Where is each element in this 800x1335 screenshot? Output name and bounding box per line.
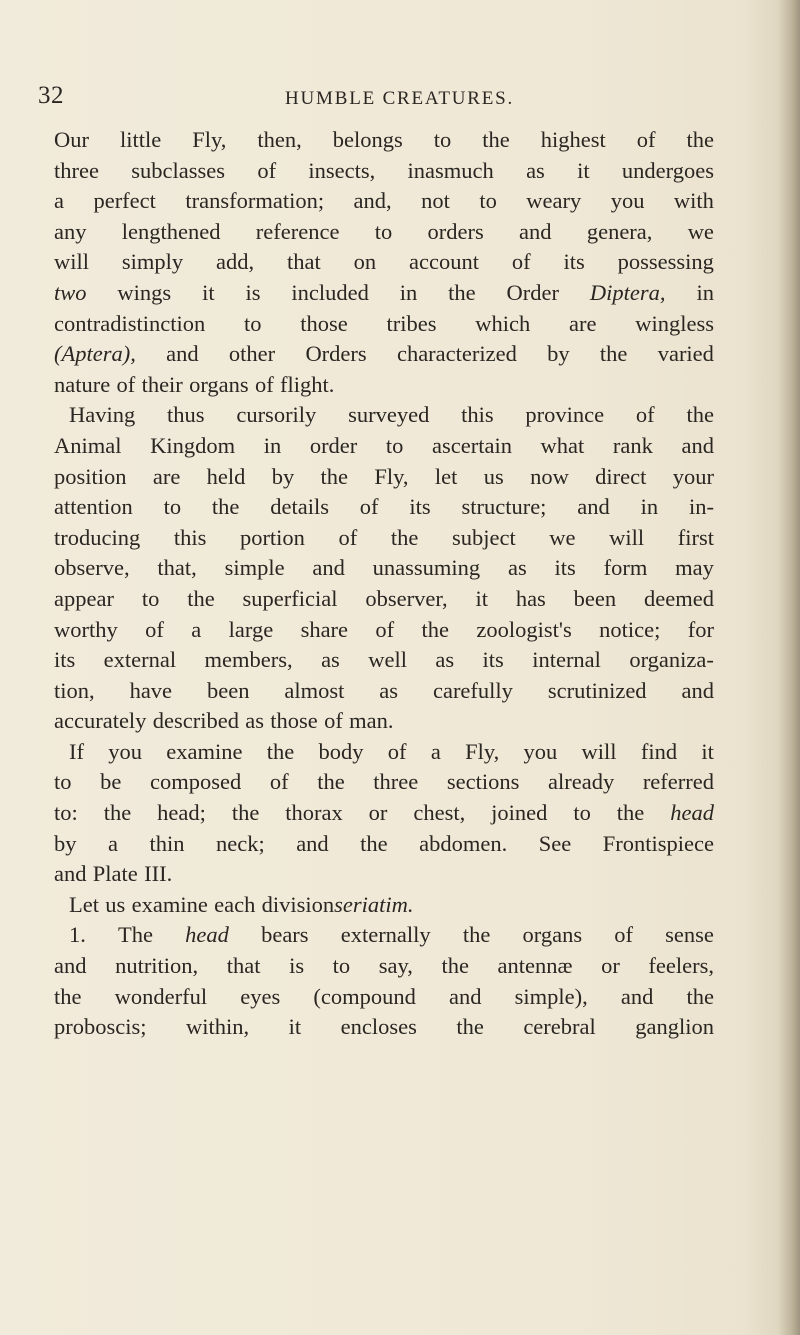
word: large	[228, 616, 274, 642]
word: Let	[69, 891, 99, 917]
word: subject	[451, 524, 516, 550]
word: wonderful	[114, 983, 208, 1009]
word: we	[687, 218, 714, 244]
text-line	[54, 156, 714, 187]
word: (Aptera),	[54, 341, 136, 367]
word: are	[152, 463, 181, 489]
word: to	[573, 800, 591, 826]
word: account	[409, 249, 479, 275]
word: rank	[612, 432, 653, 458]
word: and	[54, 861, 87, 887]
word: notice;	[599, 616, 661, 642]
word: as	[435, 647, 455, 673]
word: we	[549, 524, 576, 550]
word: by	[547, 341, 570, 367]
page-edge-shadow	[778, 0, 800, 1335]
word: on	[353, 249, 377, 275]
word: any	[54, 218, 87, 244]
word: it	[288, 1014, 302, 1040]
word: is	[289, 953, 305, 979]
word: or	[601, 953, 620, 979]
word: will	[581, 738, 617, 764]
word: tion,	[54, 677, 95, 703]
word: in	[640, 494, 659, 520]
word: its	[482, 647, 504, 673]
text-line	[54, 829, 714, 860]
word: add,	[216, 249, 255, 275]
word: internal	[532, 647, 601, 673]
word: what	[540, 432, 585, 458]
word: the	[456, 1014, 484, 1040]
word: to	[479, 188, 497, 214]
word: the	[686, 402, 714, 428]
word: form	[603, 555, 648, 581]
word: the	[320, 463, 349, 489]
word: of	[116, 371, 136, 397]
word: chest,	[413, 800, 466, 826]
word: joined	[491, 800, 548, 826]
word: Order	[506, 279, 560, 305]
word: simple),	[514, 983, 588, 1009]
word: are	[568, 310, 597, 336]
word: it	[577, 157, 590, 183]
word: other	[228, 341, 276, 367]
word: body	[318, 738, 364, 764]
word: organs	[522, 922, 583, 948]
word: of	[257, 157, 277, 183]
word: is	[245, 279, 261, 305]
word: Fly,	[465, 738, 500, 764]
word: highest	[540, 127, 606, 152]
word: the	[390, 524, 419, 550]
word: with	[673, 188, 714, 214]
word: of	[635, 402, 655, 428]
word: as	[507, 555, 527, 581]
word: Our	[54, 127, 89, 152]
word: the	[441, 953, 469, 979]
word: the	[599, 341, 628, 367]
word: by	[54, 830, 77, 856]
word: by	[271, 463, 295, 489]
word: this	[173, 524, 207, 550]
text-line	[54, 615, 714, 646]
word: Frontispiece	[602, 830, 714, 856]
word: that	[287, 249, 321, 275]
word: its	[54, 647, 76, 673]
body-text	[54, 125, 714, 1043]
word: has	[515, 585, 546, 611]
word: in	[696, 279, 714, 305]
word: the	[317, 769, 345, 795]
word: position	[54, 463, 127, 489]
word: within,	[185, 1014, 250, 1040]
word: of	[254, 371, 274, 397]
word: thin	[149, 830, 185, 856]
word: proboscis;	[54, 1014, 147, 1040]
word: scrutinized	[547, 677, 647, 703]
word: surveyed	[348, 402, 430, 428]
text-line	[54, 1012, 714, 1043]
word: referred	[642, 769, 714, 795]
word: to	[332, 953, 351, 979]
word: and	[166, 341, 199, 367]
text-line	[54, 553, 714, 584]
word: already	[547, 769, 615, 795]
word: you	[523, 738, 558, 764]
text-line	[54, 278, 714, 309]
text-line	[54, 982, 714, 1013]
word: Having	[69, 402, 136, 428]
word: and	[54, 953, 87, 979]
word: examine	[166, 738, 243, 764]
word: the	[187, 585, 215, 611]
word: simply	[121, 249, 184, 275]
word: head;	[157, 800, 206, 826]
text-line	[54, 859, 714, 890]
word: lengthened	[121, 218, 221, 244]
word: us	[105, 891, 126, 917]
word: to	[141, 585, 160, 611]
word: antennæ	[497, 953, 573, 979]
word: deemed	[644, 585, 714, 611]
word: little	[119, 127, 162, 152]
word: order	[309, 432, 358, 458]
word: flight.	[280, 371, 335, 397]
text-line	[54, 431, 714, 462]
word: undergoes	[621, 157, 714, 183]
word: of	[375, 616, 395, 642]
word: encloses	[340, 1014, 417, 1040]
word: been	[573, 585, 617, 611]
word: seriatim.	[334, 891, 414, 917]
word: the	[103, 800, 132, 826]
word: contradistinction	[54, 310, 206, 336]
text-line	[54, 217, 714, 248]
word: of	[359, 494, 379, 520]
text-line	[54, 890, 714, 921]
word: thorax	[285, 800, 343, 826]
text-line	[54, 767, 714, 798]
word: cursorily	[236, 402, 317, 428]
word: composed	[149, 769, 242, 795]
word: will	[54, 249, 90, 275]
word: details	[270, 494, 329, 520]
word: tribes	[386, 310, 437, 336]
word: orders	[427, 218, 484, 244]
word: a	[54, 188, 64, 214]
word: worthy	[54, 616, 118, 642]
word: the	[462, 922, 491, 948]
word: transformation;	[185, 188, 325, 214]
word: each	[214, 891, 256, 917]
word: subclasses	[131, 157, 226, 183]
word: sense	[665, 922, 714, 948]
word: its	[554, 555, 576, 581]
text-line	[54, 186, 714, 217]
word: perfect	[93, 188, 156, 214]
word: externally	[340, 922, 431, 948]
word: appear	[54, 585, 114, 611]
word: a	[107, 830, 118, 856]
word: as	[379, 677, 399, 703]
word: and	[448, 983, 482, 1009]
word: of	[324, 708, 343, 734]
word: members,	[204, 647, 293, 673]
word: share	[300, 616, 349, 642]
word: observe,	[54, 555, 130, 581]
text-line	[54, 462, 714, 493]
text-line	[54, 706, 714, 737]
word: of	[511, 249, 531, 275]
word: your	[672, 463, 714, 489]
word: those	[300, 310, 348, 336]
text-line	[54, 400, 714, 431]
word: of	[636, 127, 656, 152]
word: three	[373, 769, 419, 795]
word: eyes	[240, 983, 281, 1009]
word: as	[321, 647, 340, 673]
word: Orders	[305, 341, 367, 367]
word: which	[475, 310, 531, 336]
word: and	[577, 494, 610, 520]
word: province	[525, 402, 605, 428]
word: Animal	[54, 432, 122, 458]
word: See	[538, 830, 572, 856]
word: find	[640, 738, 678, 764]
word: the	[482, 127, 510, 152]
word: inasmuch	[407, 157, 494, 183]
word: wingless	[635, 310, 714, 336]
word: that,	[157, 555, 197, 581]
word: the	[421, 616, 450, 642]
text-line	[54, 584, 714, 615]
word: in	[263, 432, 282, 458]
word: and	[681, 677, 714, 703]
word: described	[152, 708, 239, 734]
word: observer,	[365, 585, 448, 611]
word: wings	[117, 279, 172, 305]
word: simple	[224, 555, 285, 581]
word: the	[54, 983, 82, 1009]
word: let	[434, 463, 458, 489]
word: direct	[595, 463, 647, 489]
word: the	[266, 738, 295, 764]
word: and	[620, 983, 654, 1009]
word: first	[677, 524, 714, 550]
word: to	[433, 127, 452, 152]
word: say,	[378, 953, 413, 979]
word: division	[261, 891, 335, 917]
word: it	[475, 585, 488, 611]
running-title: HUMBLE CREATURES.	[285, 88, 515, 109]
word: 1.	[69, 922, 86, 948]
word: structure;	[461, 494, 547, 520]
word: it	[701, 738, 714, 764]
word: to	[163, 494, 182, 520]
word: you	[108, 738, 143, 764]
word: Kingdom	[150, 432, 236, 458]
word: troducing	[54, 524, 141, 550]
word: organiza-	[629, 647, 714, 673]
word: that	[226, 953, 261, 979]
word: external	[103, 647, 177, 673]
text-line	[54, 370, 714, 401]
word: and,	[353, 188, 392, 214]
word: portion	[239, 524, 305, 550]
word: its	[563, 249, 585, 275]
word: of	[387, 738, 407, 764]
word: us	[483, 463, 504, 489]
word: reference	[255, 218, 340, 244]
text-line	[54, 492, 714, 523]
word: the	[211, 494, 240, 520]
word: belongs	[332, 127, 403, 152]
word: of	[145, 616, 164, 642]
word: genera,	[586, 218, 653, 244]
word: those	[270, 708, 318, 734]
word: head	[185, 922, 229, 948]
word: held	[206, 463, 246, 489]
word: a	[430, 738, 441, 764]
word: as	[245, 708, 264, 734]
page-number: 32	[38, 82, 64, 109]
word: feelers,	[648, 953, 714, 979]
text-line	[54, 737, 714, 768]
word: The	[118, 922, 154, 948]
word: and	[312, 555, 345, 581]
word: superficial	[242, 585, 338, 611]
word: zoologist's	[476, 616, 572, 642]
word: sections	[446, 769, 520, 795]
word: for	[687, 616, 714, 642]
word: then,	[257, 127, 302, 152]
word: to	[54, 769, 72, 795]
word: the	[616, 800, 645, 826]
word: may	[675, 555, 714, 581]
word: the	[686, 983, 714, 1009]
word: to	[385, 432, 404, 458]
word: the	[686, 127, 714, 152]
word: varied	[657, 341, 714, 367]
word: you	[610, 188, 645, 214]
word: included	[291, 279, 369, 305]
word: will	[609, 524, 645, 550]
word: ascertain	[432, 432, 512, 458]
word: to:	[54, 800, 78, 826]
word: Diptera,	[589, 279, 666, 305]
word: this	[461, 402, 494, 428]
word: the	[360, 830, 388, 856]
word: in-	[688, 494, 714, 520]
word: attention	[54, 494, 133, 520]
text-line	[54, 309, 714, 340]
text-line	[54, 339, 714, 370]
word: ganglion	[635, 1014, 714, 1040]
word: of	[338, 524, 358, 550]
word: cerebral	[523, 1014, 596, 1040]
word: the	[448, 279, 476, 305]
word: been	[206, 677, 250, 703]
word: have	[129, 677, 173, 703]
word: a	[191, 616, 202, 642]
word: head	[670, 800, 714, 826]
word: man.	[349, 708, 394, 734]
word: thus	[167, 402, 205, 428]
word: and	[519, 218, 552, 244]
word: and	[296, 830, 329, 856]
word: weary	[526, 188, 582, 214]
word: be	[100, 769, 122, 795]
word: three	[54, 157, 99, 183]
text-line	[54, 523, 714, 554]
word: two	[54, 279, 87, 305]
word: it	[202, 279, 215, 305]
word: and	[681, 432, 714, 458]
word: neck;	[215, 830, 265, 856]
word: Fly,	[192, 127, 227, 152]
text-line	[54, 247, 714, 278]
text-line	[54, 645, 714, 676]
word: possessing	[617, 249, 714, 275]
word: organs	[189, 371, 249, 397]
word: Plate	[92, 861, 138, 887]
word: bears	[261, 922, 309, 948]
word: its	[409, 494, 431, 520]
word: If	[69, 738, 84, 764]
text-line	[54, 920, 714, 951]
word: to	[243, 310, 262, 336]
text-line	[54, 125, 714, 156]
text-line	[54, 676, 714, 707]
word: examine	[131, 891, 208, 917]
word: Fly,	[374, 463, 409, 489]
text-line	[54, 951, 714, 982]
word: the	[231, 800, 260, 826]
word: of	[614, 922, 633, 948]
word: insects,	[308, 157, 376, 183]
word: in	[399, 279, 418, 305]
word: or	[368, 800, 388, 826]
word: unassuming	[372, 555, 481, 581]
word: almost	[284, 677, 345, 703]
word: nutrition,	[115, 953, 199, 979]
word: (compound	[313, 983, 416, 1009]
word: carefully	[432, 677, 513, 703]
word: of	[269, 769, 289, 795]
word: as	[526, 157, 545, 183]
word: to	[374, 218, 393, 244]
word: nature	[54, 371, 111, 397]
word: well	[368, 647, 407, 673]
word: now	[530, 463, 569, 489]
word: their	[141, 371, 183, 397]
word: III.	[144, 861, 173, 887]
word: accurately	[54, 708, 147, 734]
word: abdomen.	[419, 830, 508, 856]
text-line	[54, 798, 714, 829]
word: characterized	[396, 341, 517, 367]
word: not	[421, 188, 450, 214]
